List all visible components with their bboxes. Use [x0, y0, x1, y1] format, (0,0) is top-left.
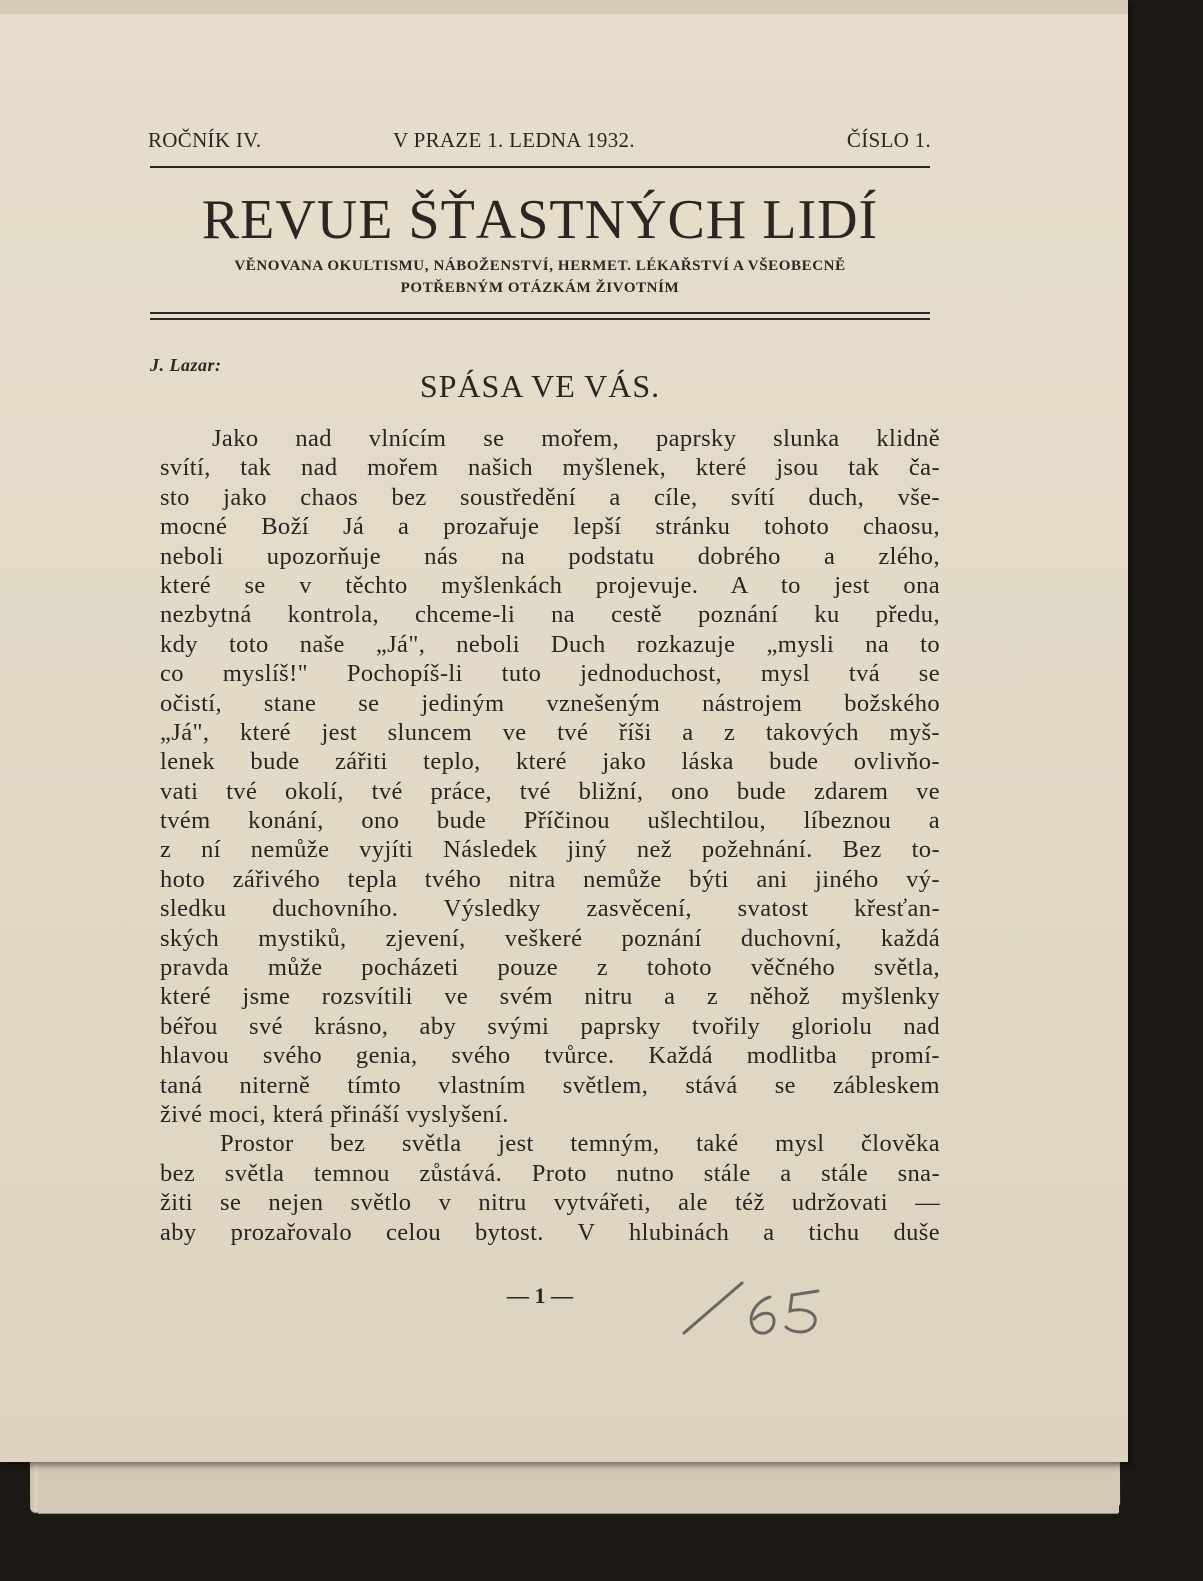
- subtitle-line: POTŘEBNÝM OTÁZKÁM ŽIVOTNÍM: [400, 280, 680, 296]
- text-line: žiti se nejen světlo v nitru vytvářeti, ale též udržovati —: [160, 1189, 940, 1217]
- text-line: z ní nemůže vyjíti Následek jiný než požehnání. Bez to-: [160, 836, 940, 864]
- masthead-subtitle: [146, 255, 934, 299]
- article-body: [160, 424, 940, 1247]
- text-line: co myslíš!" Pochopíš-li tuto jednoduchost, mysl tvá se: [160, 660, 940, 688]
- text-line: sledku duchovního. Výsledky zasvěcení, svatost křesťan-: [160, 895, 940, 923]
- issue-header: [148, 128, 931, 158]
- volume-label: ROČNÍK IV.: [148, 128, 262, 152]
- header-rule: [150, 166, 930, 168]
- text-line: neboli upozorňuje nás na podstatu dobrého a zlého,: [160, 542, 940, 570]
- masthead-rule: [150, 312, 930, 314]
- text-line: nezbytná kontrola, chceme-li na cestě poznání ku předu,: [160, 601, 940, 629]
- text-line: lenek bude zářiti teplo, které jako láska bude ovlivňo-: [160, 748, 940, 776]
- text-line: svítí, tak nad mořem našich myšlenek, které jsou tak ča-: [160, 454, 940, 482]
- text-line: vati tvé okolí, tvé práce, tvé bližní, ono bude zdarem ve: [160, 777, 940, 805]
- text-line: pravda může pocházeti pouze z tohoto věčného světla,: [160, 954, 940, 982]
- article-author: J. Lazar:: [150, 355, 222, 375]
- text-line: Jako nad vlnícím se mořem, paprsky slunka klidně: [212, 425, 940, 452]
- text-line: ských mystiků, zjevení, veškeré poznání duchovní, každá: [160, 924, 940, 952]
- page-stack-edge: [38, 1463, 1118, 1514]
- masthead-title: REVUE ŠŤASTNÝCH LIDÍ: [201, 189, 879, 251]
- text-line: sto jako chaos bez soustředění a cíle, svítí duch, vše-: [160, 483, 940, 511]
- text-line: kdy toto naše „Já", neboli Duch rozkazuje „mysli na to: [160, 630, 940, 658]
- text-line: béřou své krásno, aby svými paprsky tvořily gloriolu nad: [160, 1012, 940, 1040]
- text-line: očistí, stane se jediným vznešeným nástrojem božského: [160, 689, 940, 717]
- page-top-edge: [0, 0, 1128, 14]
- text-line: živé moci, která přináší vyslyšení.: [160, 1100, 509, 1128]
- masthead-rule: [150, 318, 930, 320]
- issue-number: ČÍSLO 1.: [846, 128, 931, 152]
- subtitle-line: VĚNOVANA OKULTISMU, NÁBOŽENSTVÍ, HERMET. LÉKAŘSTVÍ A VŠEOBECNĚ: [234, 258, 846, 274]
- text-line: Prostor bez světla jest temným, také mysl člověka: [220, 1130, 940, 1158]
- text-line: mocné Boží Já a prozařuje lepší stránku tohoto chaosu,: [160, 513, 940, 541]
- article-title: SPÁSA VE VÁS.: [419, 368, 661, 404]
- text-line: hoto zářivého tepla tvého nitra nemůže býti ani jiného vý-: [160, 865, 940, 893]
- place-date: V PRAZE 1. LEDNA 1932.: [393, 128, 635, 152]
- text-line: které se v těchto myšlenkách projevuje. A to jest ona: [160, 571, 940, 599]
- page-number: — 1 —: [507, 1283, 573, 1308]
- text-line: které jsme rozsvítili ve svém nitru a z něhož myšlenky: [160, 983, 940, 1011]
- text-line: bez světla temnou zůstává. Proto nutno stále a stále sna-: [160, 1159, 940, 1187]
- text-line: taná niterně tímto vlastním světlem, stává se zábleskem: [160, 1071, 940, 1099]
- handwritten-note: [680, 1255, 840, 1345]
- text-line: hlavou svého genia, svého tvůrce. Každá modlitba promí-: [160, 1042, 940, 1070]
- text-line: tvém konání, ono bude Příčinou ušlechtilou, líbeznou a: [160, 807, 940, 835]
- text-line: aby prozařovalo celou bytost. V hlubinách a tichu duše: [160, 1218, 940, 1246]
- text-line: „Já", které jest sluncem ve tvé říši a z takových myš-: [160, 718, 940, 746]
